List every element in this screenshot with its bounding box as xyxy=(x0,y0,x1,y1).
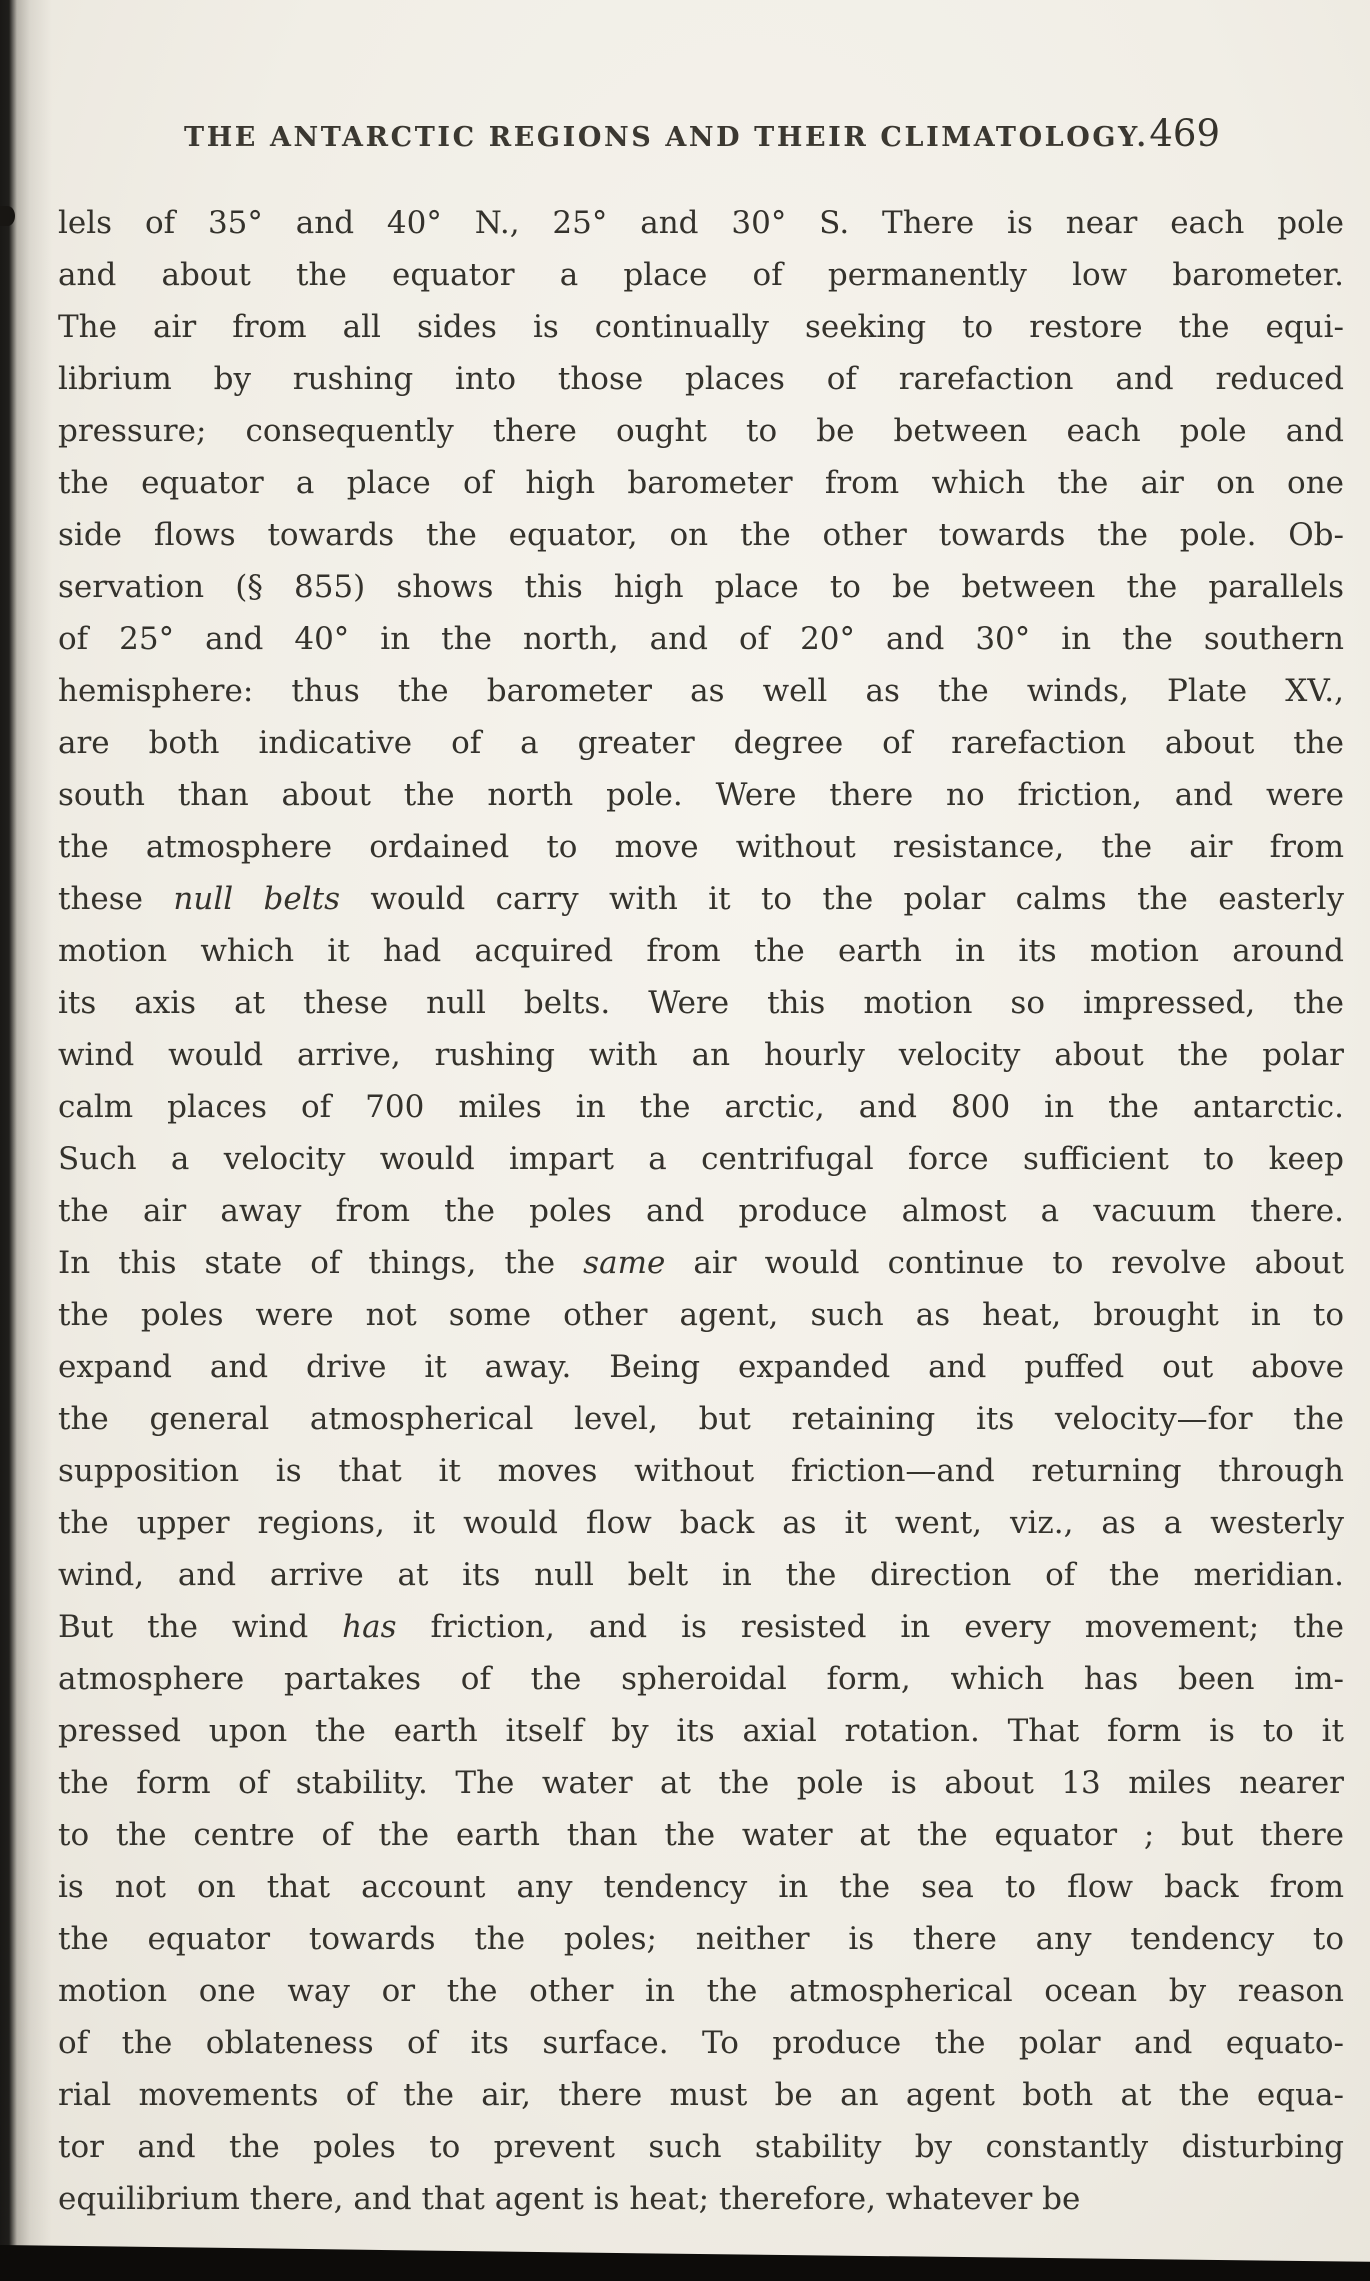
text-line: wind, and arrive at its null belt in the direction of the meridian. xyxy=(58,1557,1344,1593)
text-line: In this state of things, the same air would continue to revolve about xyxy=(58,1245,1344,1281)
text-line: the air away from the poles and produce almost a vacuum there. xyxy=(58,1193,1344,1229)
text-line: these null belts would carry with it to the polar calms the easterly xyxy=(58,881,1344,917)
text-line: its axis at these null belts. Were this motion so impressed, the xyxy=(58,985,1344,1021)
text-line: motion which it had acquired from the earth in its motion around xyxy=(58,933,1344,969)
text-line: pressed upon the earth itself by its axial rotation. That form is to it xyxy=(58,1713,1344,1749)
scan-edge-bottom xyxy=(0,2241,1370,2281)
text-line: of 25° and 40° in the north, and of 20° and 30° in the southern xyxy=(58,621,1344,657)
text-line: of the oblateness of its surface. To produce the polar and equato- xyxy=(58,2025,1344,2061)
text-line: expand and drive it away. Being expanded and puffed out above xyxy=(58,1349,1344,1385)
text-line: the equator towards the poles; neither is there any tendency to xyxy=(58,1921,1344,1957)
text-line: are both indicative of a greater degree of rarefaction about the xyxy=(58,725,1344,761)
text-line: the general atmospherical level, but retaining its velocity—for the xyxy=(58,1401,1344,1437)
text-line: servation (§ 855) shows this high place to be between the parallels xyxy=(58,569,1344,605)
text-line: to the centre of the earth than the water at the equator ; but there xyxy=(58,1817,1344,1853)
body-text xyxy=(58,197,1344,2225)
text-line: the poles were not some other agent, such as heat, brought in to xyxy=(58,1297,1344,1333)
text-line: south than about the north pole. Were there no friction, and were xyxy=(58,777,1344,813)
text-line: and about the equator a place of permanently low barometer. xyxy=(58,257,1344,293)
text-line: Such a velocity would impart a centrifugal force sufficient to keep xyxy=(58,1141,1344,1177)
running-header-title: THE ANTARCTIC REGIONS AND THEIR CLIMATOLOGY. xyxy=(184,122,1149,153)
text-line: supposition is that it moves without friction—and returning through xyxy=(58,1453,1344,1489)
text-line: pressure; consequently there ought to be between each pole and xyxy=(58,413,1344,449)
text-line: the equator a place of high barometer from which the air on one xyxy=(58,465,1344,501)
text-line: the form of stability. The water at the pole is about 13 miles nearer xyxy=(58,1765,1344,1801)
page-number: 469 xyxy=(1149,112,1220,155)
text-line: atmosphere partakes of the spheroidal form, which has been im- xyxy=(58,1661,1344,1697)
running-header xyxy=(0,112,1370,155)
text-line: librium by rushing into those places of rarefaction and reduced xyxy=(58,361,1344,397)
text-line: calm places of 700 miles in the arctic, and 800 in the antarctic. xyxy=(58,1089,1344,1125)
text-line: hemisphere: thus the barometer as well as the winds, Plate XV., xyxy=(58,673,1344,709)
text-line: The air from all sides is continually seeking to restore the equi- xyxy=(58,309,1344,345)
text-line: is not on that account any tendency in the sea to flow back from xyxy=(58,1869,1344,1905)
text-line: But the wind has friction, and is resisted in every movement; the xyxy=(58,1609,1344,1645)
text-line: motion one way or the other in the atmospherical ocean by reason xyxy=(58,1973,1344,2009)
text-line: rial movements of the air, there must be an agent both at the equa- xyxy=(58,2077,1344,2113)
text-line: wind would arrive, rushing with an hourly velocity about the polar xyxy=(58,1037,1344,1073)
text-line: side flows towards the equator, on the other towards the pole. Ob- xyxy=(58,517,1344,553)
text-line: tor and the poles to prevent such stability by constantly disturbing xyxy=(58,2129,1344,2165)
text-line: lels of 35° and 40° N., 25° and 30° S. There is near each pole xyxy=(58,205,1344,241)
text-line: the atmosphere ordained to move without resistance, the air from xyxy=(58,829,1344,865)
text-line: the upper regions, it would flow back as it went, viz., as a westerly xyxy=(58,1505,1344,1541)
text-line: equilibrium there, and that agent is heat; therefore, whatever be xyxy=(58,2181,1081,2217)
page-content xyxy=(0,112,1370,2225)
